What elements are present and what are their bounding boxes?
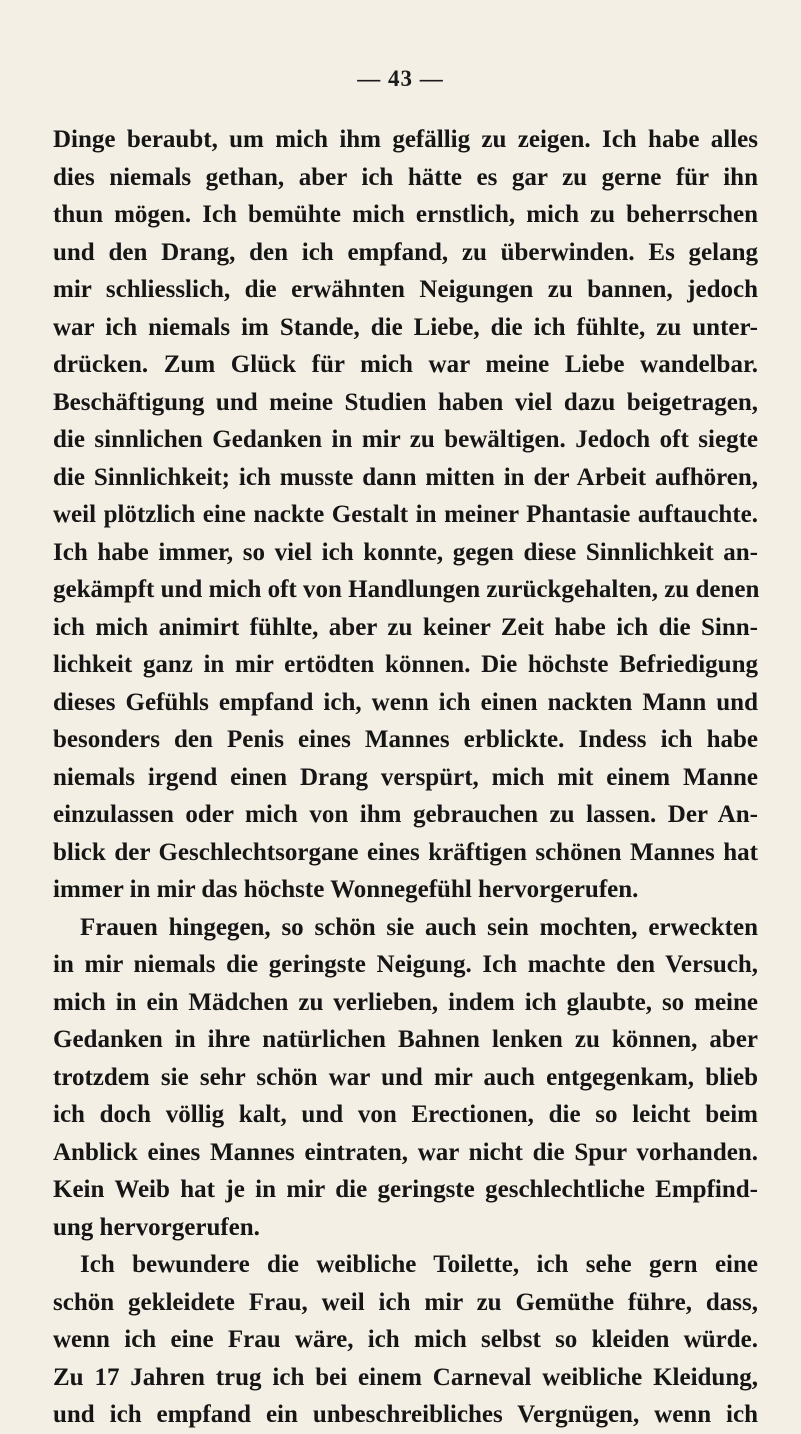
text-line: ich doch völlig kalt, und von Erectionen, die so leicht beim xyxy=(53,1101,758,1128)
text-line: Kein Weib hat je in mir die geringste geschlechtliche Empfind- xyxy=(53,1176,758,1203)
paragraph-first-line: Ich bewundere die weibliche Toilette, ich sehe gern eine xyxy=(80,1251,758,1278)
text-line: Zu 17 Jahren trug ich bei einem Carneval weibliche Kleidung, xyxy=(53,1363,758,1391)
text-line: Dinge beraubt, um mich ihm gefällig zu zeigen. Ich habe alles xyxy=(53,126,758,153)
text-line: war ich niemals im Stande, die Liebe, die ich fühlte, zu unter- xyxy=(53,313,758,341)
text-line: dies niemals gethan, aber ich hätte es gar zu gerne für ihn xyxy=(53,163,758,191)
text-line: immer in mir das höchste Wonnegefühl hervorgerufen. xyxy=(53,876,639,903)
text-line: Ich habe immer, so viel ich konnte, gegen diese Sinnlichkeit an- xyxy=(53,538,758,566)
text-line: und den Drang, den ich empfand, zu überwinden. Es gelang xyxy=(53,238,758,266)
text-line: in mir niemals die geringste Neigung. Ich machte den Versuch, xyxy=(53,951,758,978)
text-line: thun mögen. Ich bemühte mich ernstlich, mich zu beherrschen xyxy=(53,201,758,228)
text-line: Beschäftigung und meine Studien haben viel dazu beigetragen, xyxy=(53,388,758,416)
text-line: trotzdem sie sehr schön war und mir auch entgegenkam, blieb xyxy=(53,1063,758,1091)
text-line: ung hervorgerufen. xyxy=(53,1213,260,1241)
text-line: lichkeit ganz in mir ertödten können. Die höchste Befriedigung xyxy=(53,651,758,678)
text-line: gekämpft und mich oft von Handlungen zurückgehalten, zu denen xyxy=(53,576,760,603)
body-text xyxy=(53,121,758,1434)
text-line: drücken. Zum Glück für mich war meine Liebe wandelbar. xyxy=(53,351,758,378)
text-line: mich in ein Mädchen zu verlieben, indem ich glaubte, so meine xyxy=(53,988,758,1016)
paragraph-first-line: Frauen hingegen, so schön sie auch sein mochten, erweckten xyxy=(80,913,758,941)
text-line: ich mich animirt fühlte, aber zu keiner Zeit habe ich die Sinn- xyxy=(53,613,758,641)
text-line: besonders den Penis eines Mannes erblickte. Indess ich habe xyxy=(53,726,758,753)
text-line: blick der Geschlechtsorgane eines kräftigen schönen Mannes hat xyxy=(53,838,758,866)
text-line: weil plötzlich eine nackte Gestalt in meiner Phantasie auftauchte. xyxy=(53,501,758,528)
text-line: niemals irgend einen Drang verspürt, mich mit einem Manne xyxy=(53,763,758,791)
text-line: mir schliesslich, die erwähnten Neigungen zu bannen, jedoch xyxy=(53,276,758,303)
text-line: die sinnlichen Gedanken in mir zu bewältigen. Jedoch oft siegte xyxy=(53,426,758,453)
text-line: und ich empfand ein unbeschreibliches Vergnügen, wenn ich xyxy=(53,1401,758,1428)
text-line: Anblick eines Mannes eintraten, war nicht die Spur vorhanden. xyxy=(53,1138,758,1166)
text-line: die Sinnlichkeit; ich musste dann mitten in der Arbeit aufhören, xyxy=(53,463,758,491)
text-line: dieses Gefühls empfand ich, wenn ich einen nackten Mann und xyxy=(53,688,758,716)
text-line: wenn ich eine Frau wäre, ich mich selbst so kleiden würde. xyxy=(53,1326,758,1353)
text-line: einzulassen oder mich von ihm gebrauchen zu lassen. Der An- xyxy=(53,801,758,828)
text-line: Gedanken in ihre natürlichen Bahnen lenken zu können, aber xyxy=(53,1026,758,1053)
text-line: schön gekleidete Frau, weil ich mir zu Gemüthe führe, dass, xyxy=(53,1288,758,1316)
page-number: — 43 — xyxy=(357,66,444,91)
